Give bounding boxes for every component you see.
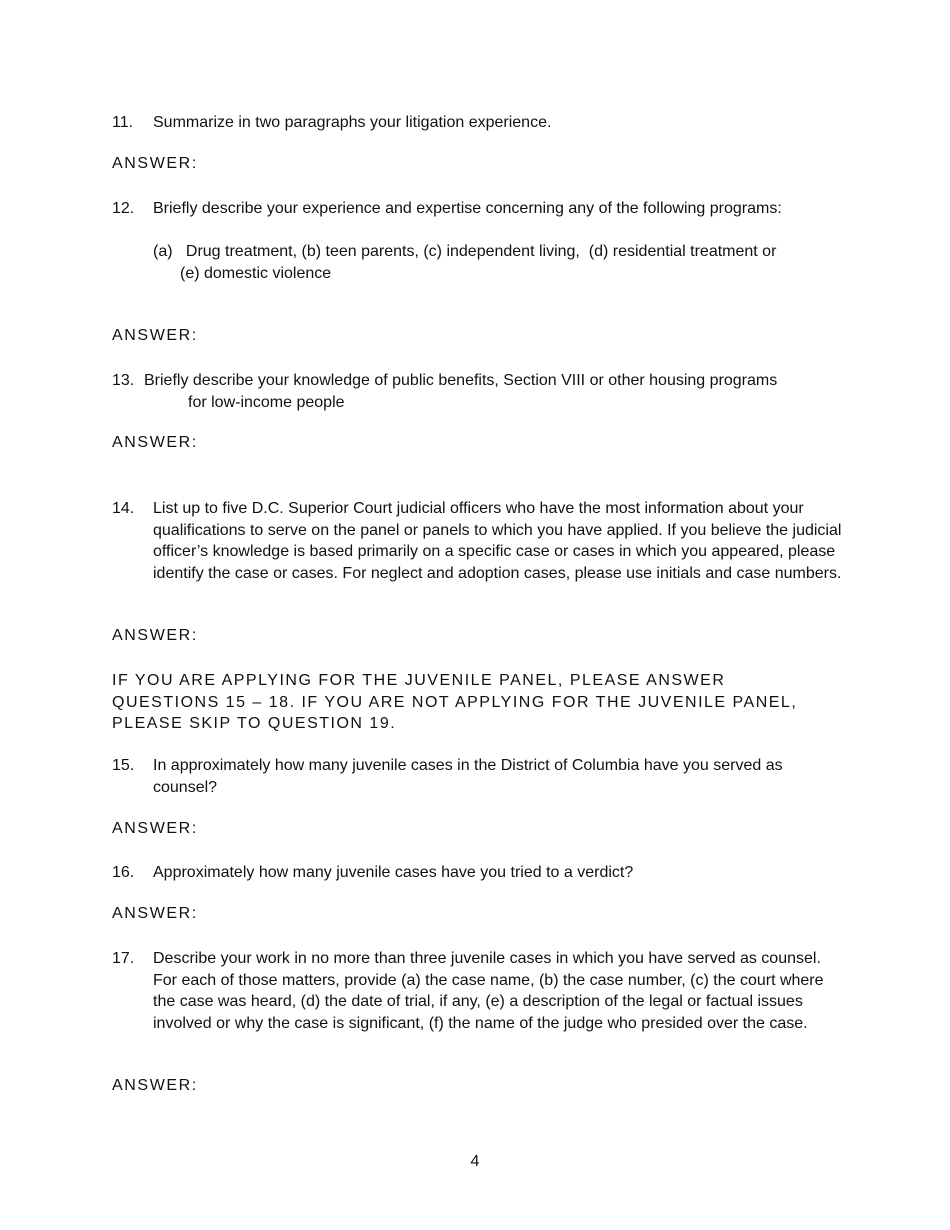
- question-number: 14.: [112, 500, 135, 517]
- question-text: Briefly describe your experience and expertise concerning any of the following programs:: [153, 200, 782, 217]
- answer-label-17: ANSWER:: [112, 1077, 198, 1094]
- question-14: [112, 498, 842, 584]
- question-text: List up to five D.C. Superior Court judicial officers who have the most information about your qualifications to serve on the panel or panels to which you have applied. If you believe the judicial officer’s knowledge is based primarily on a specific case or cases in which you appeared, please identify the case or cases. For neglect and adoption cases, please use initials and case numbers.: [153, 500, 842, 582]
- question-text: Describe your work in no more than three juvenile cases in which you have served as counsel. For each of those matters, provide (a) the case name, (b) the case number, (c) the court where the case was heard, (d) the date of trial, if any, (e) a description of the legal or factual issues involved or why the case is significant, (f) the name of the judge who presided over the case.: [153, 950, 824, 1032]
- question-number: 13.: [112, 372, 135, 389]
- question-13: [112, 370, 842, 413]
- answer-label-13: ANSWER:: [112, 434, 198, 451]
- question-number: 11.: [112, 114, 134, 131]
- question-17: [112, 948, 842, 1034]
- page-number: 4: [470, 1153, 480, 1170]
- question-number: 12.: [112, 200, 135, 217]
- question-16: [112, 862, 842, 884]
- question-15: [112, 755, 842, 798]
- question-number: 16.: [112, 864, 135, 881]
- answer-label-15: ANSWER:: [112, 820, 198, 837]
- question-text: [112, 370, 842, 413]
- answer-label-12: ANSWER:: [112, 327, 198, 344]
- question-number: 15.: [112, 757, 135, 774]
- juvenile-panel-notice: IF YOU ARE APPLYING FOR THE JUVENILE PANEL, PLEASE ANSWER QUESTIONS 15 – 18. IF YOU ARE NOT APPLYING FOR THE JUVENILE PANEL, PLEASE SKIP TO QUESTION 19.: [112, 672, 798, 732]
- question-number: 17.: [112, 950, 135, 967]
- question-text: Summarize in two paragraphs your litigation experience.: [153, 114, 552, 131]
- question-text-line-1: Briefly describe your knowledge of public benefits, Section VIII or other housing programs: [144, 372, 778, 389]
- answer-label-14: ANSWER:: [112, 627, 198, 644]
- question-11: [112, 112, 842, 134]
- question-text: In approximately how many juvenile cases in the District of Columbia have you served as counsel?: [153, 757, 783, 796]
- question-text: Approximately how many juvenile cases have you tried to a verdict?: [153, 864, 634, 881]
- question-text-line-2: for low-income people: [188, 393, 345, 411]
- question-12: [112, 198, 842, 220]
- answer-label-11: ANSWER:: [112, 155, 198, 172]
- sublist-line-2: (e) domestic violence: [180, 264, 332, 282]
- answer-label-16: ANSWER:: [112, 905, 198, 922]
- sublist-line-1: (a) Drug treatment, (b) teen parents, (c) independent living, (d) residential treatment or: [153, 243, 777, 260]
- question-12-sublist: [153, 241, 833, 284]
